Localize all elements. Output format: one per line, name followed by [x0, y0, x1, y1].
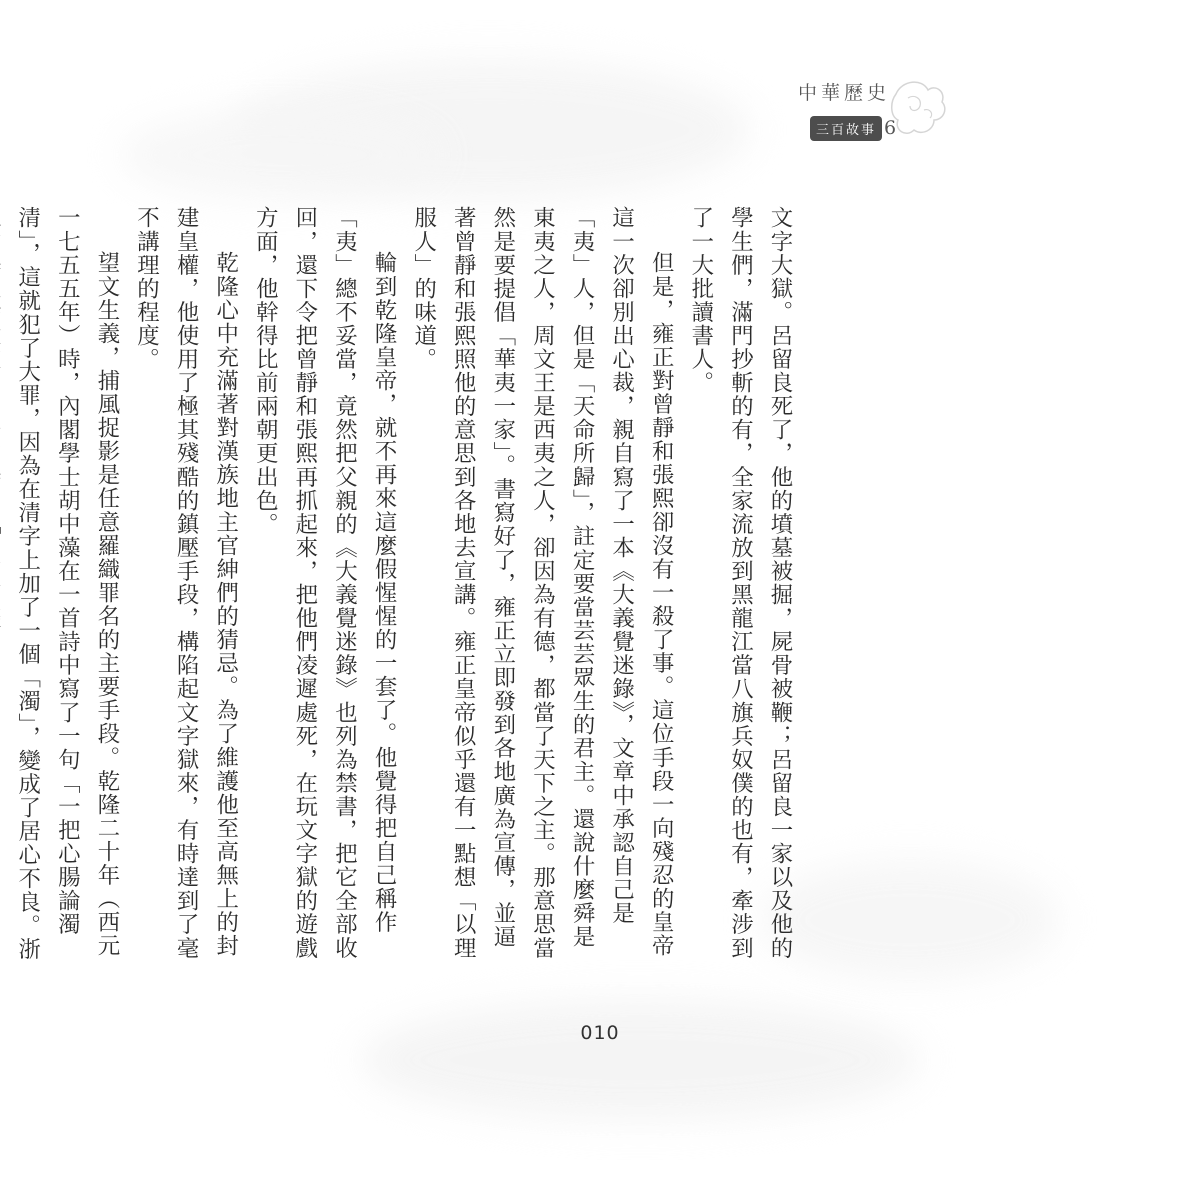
paragraph: 但是，雍正對曾靜和張熙卻沒有一殺了事。這位手段一向殘忍的皇帝這一次卻別出心裁，親自寫了一本《大義覺迷錄》，文章中承認自己是「夷」人，但是「天命所歸」，註定要當芸芸眾生的君主。還說什麼舜是東夷之人，周文王是西夷之人，卻因為有德，都當了天下之主。那意思當然是要提倡「華夷一家」。書寫好了，雍正立即發到各地廣為宣傳，並逼著曾靜和張熙照他的意思到各地去宣講。雍正皇帝似乎還有一點想「以理服人」的味道。	[410, 206, 675, 960]
cloud-motif-icon	[888, 74, 950, 144]
decorative-mist	[360, 1000, 920, 1120]
vertical-text-body	[14, 206, 799, 966]
page-number: 010	[580, 1022, 620, 1044]
paragraph: 乾隆心中充滿著對漢族地主官紳們的猜忌。為了維護他至高無上的封建皇權，他使用了極其殘酷的鎮壓手段，構陷起文字獄來，有時達到了毫不講理的程度。	[133, 206, 239, 960]
series-title: 中華歷史	[797, 82, 890, 104]
series-header	[770, 72, 950, 162]
series-badge: 三百故事	[810, 116, 882, 141]
decorative-mist	[120, 110, 440, 200]
decorative-mist	[760, 860, 1060, 980]
paragraph: 輪到乾隆皇帝，就不再來這麼假惺惺的一套了。他覺得把自己稱作「夷」總不妥當，竟然把父親的《大義覺迷錄》也列為禁書，把它全部收回，還下令把曾靜和張熙再抓起來，把他們凌遲處死，在玩文字獄的遊戲方面，他幹得比前兩朝更出色。	[252, 206, 398, 960]
series-subtitle	[810, 116, 896, 140]
volume-number: 6	[884, 117, 897, 139]
paragraph: 望文生義，捕風捉影是任意羅織罪名的主要手段。乾隆二十年（西元一七五五年）時，內閣學士胡中藻在一首詩中寫了一句「一把心腸論濁清」，這就犯了大罪，因為在清字上加了一個「濁」，變成了居心不良。浙	[14, 206, 120, 961]
paragraph: 文字大獄。呂留良死了，他的墳墓被掘，屍骨被鞭；呂留良一家以及他的學生們，滿門抄斬的有，全家流放到黑龍江當八旗兵奴僕的也有，牽涉到了一大批讀書人。	[687, 206, 793, 960]
